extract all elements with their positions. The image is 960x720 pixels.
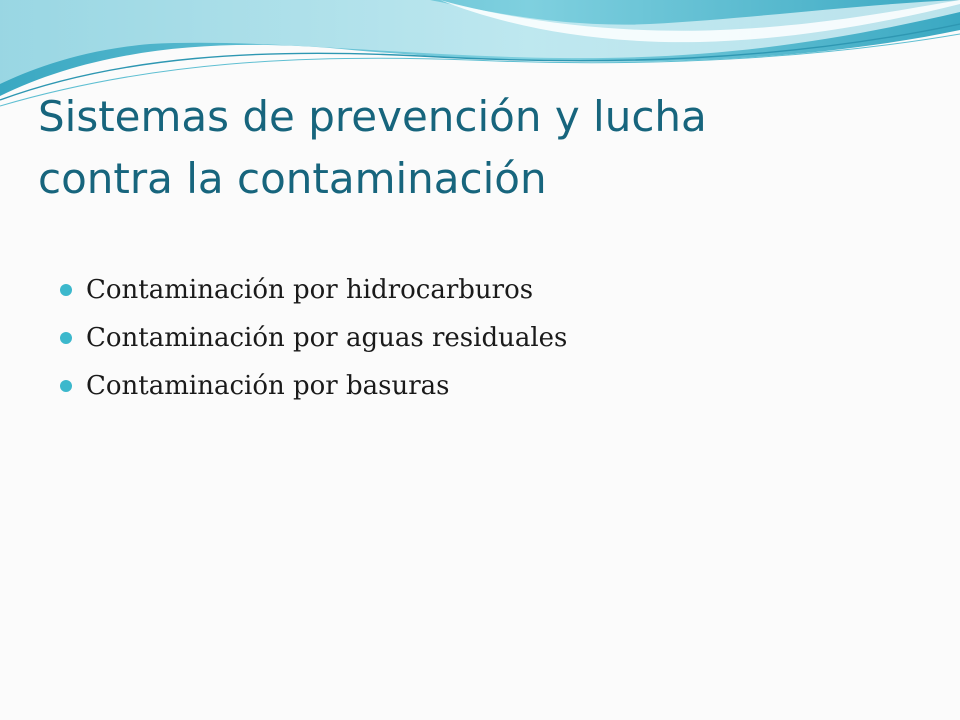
slide-title (38, 86, 918, 210)
bullet-text: Contaminación por hidrocarburos (86, 275, 534, 305)
slide-title-line-1: Sistemas de prevención y lucha (38, 92, 707, 141)
bullet-list (60, 266, 920, 410)
slide-title-line-2: contra la contaminación (38, 154, 547, 203)
bullet-text: Contaminación por aguas residuales (86, 323, 568, 353)
bullet-item-hidrocarburos (60, 266, 920, 314)
bullet-marker-icon (60, 284, 72, 296)
bullet-item-basuras (60, 362, 920, 410)
bullet-marker-icon (60, 380, 72, 392)
bullet-item-aguas-residuales (60, 314, 920, 362)
bullet-marker-icon (60, 332, 72, 344)
bullet-text: Contaminación por basuras (86, 371, 450, 401)
